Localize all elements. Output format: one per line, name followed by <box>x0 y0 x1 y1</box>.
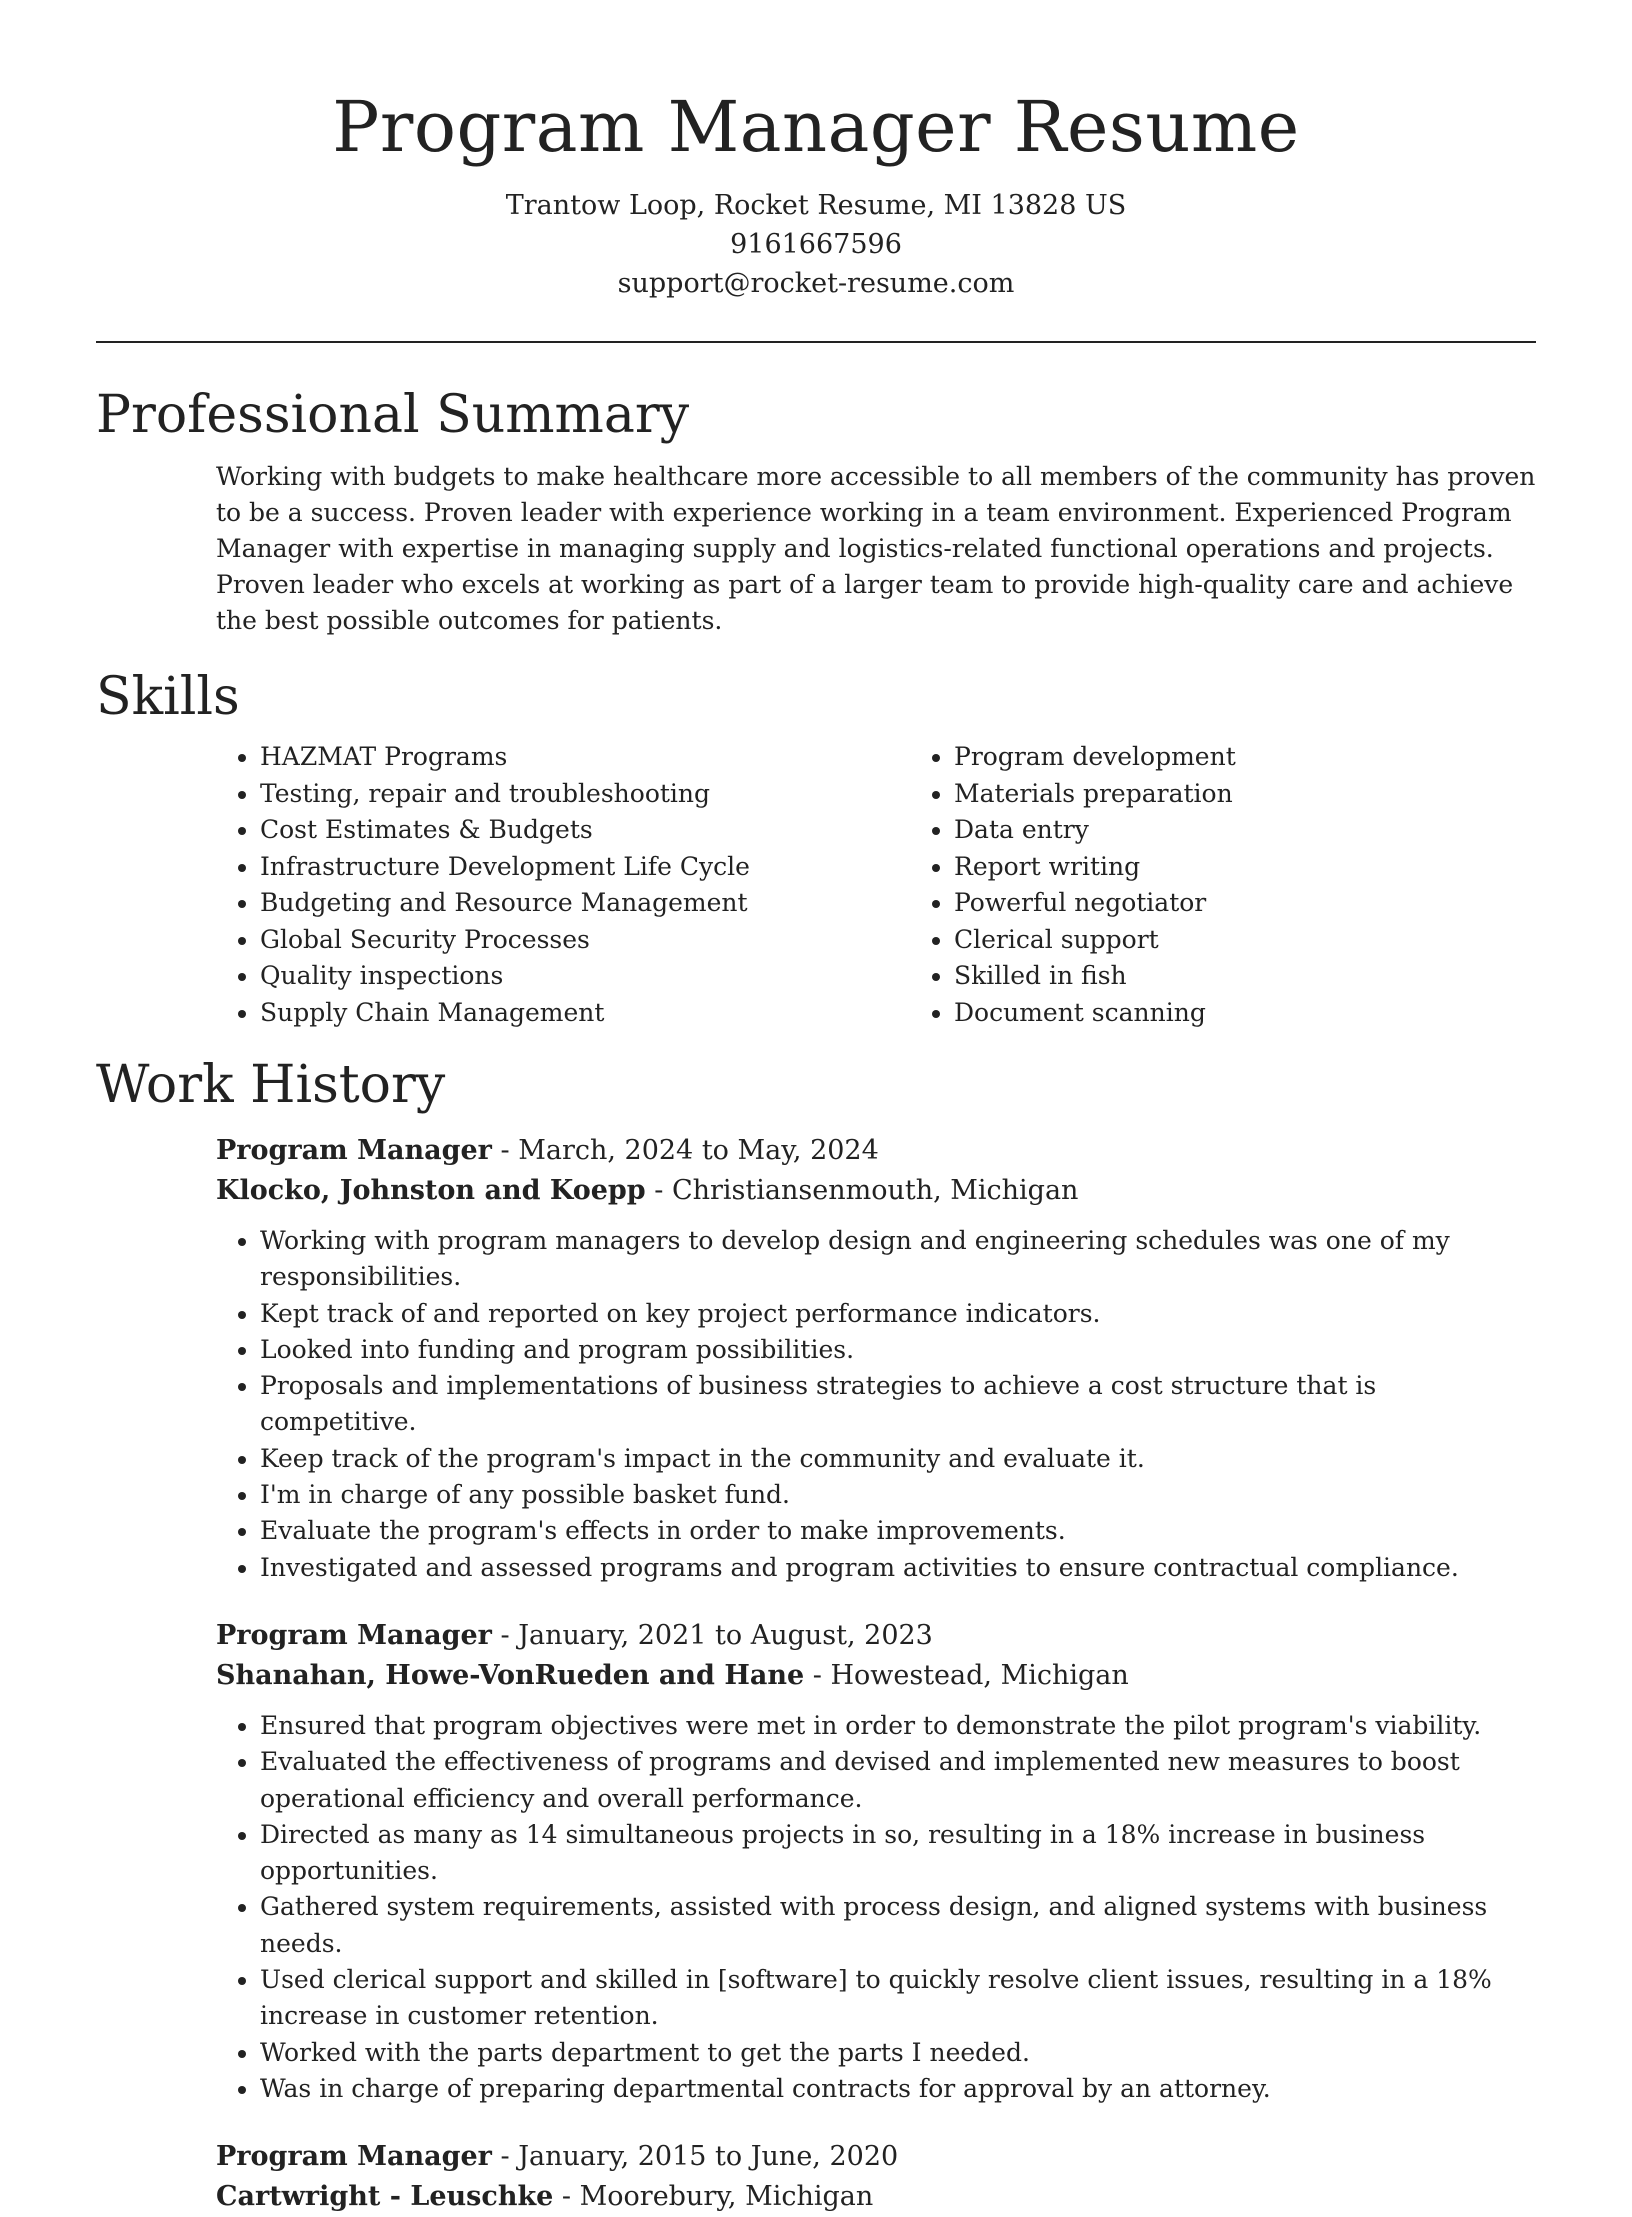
skill-item: • Clerical support <box>954 922 1604 959</box>
job-title-line <box>216 2137 1536 2177</box>
skill-item: • Supply Chain Management <box>260 995 910 1032</box>
job-dates: - January, 2021 to August, 2023 <box>491 1619 933 1651</box>
job-company: Cartwright - Leuschke <box>216 2181 554 2213</box>
job-location: - Christiansenmouth, Michigan <box>645 1175 1079 1206</box>
responsibility-item: • Kept track of and reported on key project performance indicators. <box>260 1296 1536 1332</box>
skills-column-right <box>910 739 1604 1031</box>
job-dates: - March, 2024 to May, 2024 <box>491 1135 879 1166</box>
responsibility-item: • Investigated and assessed programs and program activities to ensure contractual compliance. <box>260 1550 1536 1586</box>
responsibility-item: • Used clerical support and skilled in [software] to quickly resolve client issues, resulting in a 18% increase in customer retention. <box>260 1962 1536 2035</box>
job-company-line <box>216 1656 1536 1696</box>
responsibility-item: • Evaluate the program's effects in order to make improvements. <box>260 1513 1536 1549</box>
summary-heading: Professional Summary <box>96 385 690 445</box>
contact-phone: 9161667596 <box>730 229 902 260</box>
responsibility-item: • Ensured that program objectives were met in order to demonstrate the pilot program's viability. <box>260 1708 1536 1744</box>
skill-item: • Quality inspections <box>260 958 910 995</box>
job-responsibilities <box>216 1708 1536 2107</box>
contact-address: Trantow Loop, Rocket Resume, MI 13828 US <box>505 190 1127 221</box>
work-history-heading: Work History <box>96 1055 446 1115</box>
job-responsibilities <box>216 1223 1536 1586</box>
skill-item: • Report writing <box>954 849 1604 886</box>
summary-text: Working with budgets to make healthcare more accessible to all members of the community has proven to be a success. Proven leader with experience working in a team environment. Experienced Program Manager with expertise in managing supply and logistics-related functional operations and projects. Proven leader who excels at working as part of a larger team to provide high-quality care and achieve the best possible outcomes for patients. <box>216 462 1536 635</box>
job-title: Program Manager <box>216 2141 492 2173</box>
skill-item: • Data entry <box>954 812 1604 849</box>
skill-item: • Program development <box>954 739 1604 776</box>
header-divider <box>96 341 1536 343</box>
skill-item: • Materials preparation <box>954 776 1604 813</box>
job-dates: - January, 2015 to June, 2020 <box>491 2141 899 2173</box>
job-entry <box>216 1131 1536 1586</box>
responsibility-item: • Worked with the parts department to get the parts I needed. <box>260 2035 1536 2071</box>
contact-info <box>0 186 1632 303</box>
skills-list <box>216 739 1632 1031</box>
responsibility-item: • Evaluated the effectiveness of programs and devised and implemented new measures to boost operational efficiency and overall performance. <box>260 1744 1536 1817</box>
job-company: Shanahan, Howe-VonRueden and Hane <box>216 1659 805 1691</box>
job-entry <box>216 1616 1536 2107</box>
responsibility-item: • Gathered system requirements, assisted with process design, and aligned systems with business needs. <box>260 1889 1536 1962</box>
job-company-line <box>216 1171 1536 1211</box>
responsibility-item: • Working with program managers to develop design and engineering schedules was one of my responsibilities. <box>260 1223 1536 1296</box>
job-title-line <box>216 1616 1536 1656</box>
skill-item: • HAZMAT Programs <box>260 739 910 776</box>
skill-item: • Document scanning <box>954 995 1604 1032</box>
skill-item: • Infrastructure Development Life Cycle <box>260 849 910 886</box>
skill-item: • Budgeting and Resource Management <box>260 885 910 922</box>
job-title: Program Manager <box>216 1135 492 1166</box>
skill-item: • Skilled in fish <box>954 958 1604 995</box>
responsibility-item: • Looked into funding and program possibilities. <box>260 1332 1536 1368</box>
skill-item: • Global Security Processes <box>260 922 910 959</box>
resume-header <box>0 0 1632 303</box>
responsibility-item: • I'm in charge of any possible basket fund. <box>260 1477 1536 1513</box>
responsibility-item: • Proposals and implementations of business strategies to achieve a cost structure that is competitive. <box>260 1368 1536 1441</box>
skill-item: • Testing, repair and troubleshooting <box>260 776 910 813</box>
job-title: Program Manager <box>216 1619 492 1651</box>
responsibility-item: • Keep track of the program's impact in the community and evaluate it. <box>260 1441 1536 1477</box>
page-title: Program Manager Resume <box>332 86 1300 168</box>
contact-email: support@rocket-resume.com <box>617 268 1015 299</box>
responsibility-item: • Was in charge of preparing departmental contracts for approval by an attorney. <box>260 2071 1536 2107</box>
job-location: - Howestead, Michigan <box>804 1659 1129 1691</box>
job-company-line <box>216 2177 1536 2217</box>
job-location: - Moorebury, Michigan <box>553 2181 874 2213</box>
skills-heading: Skills <box>96 667 240 727</box>
job-company: Klocko, Johnston and Koepp <box>216 1175 646 1206</box>
skill-item: • Powerful negotiator <box>954 885 1604 922</box>
job-entry <box>216 2137 1536 2217</box>
skill-item: • Cost Estimates & Budgets <box>260 812 910 849</box>
job-title-line <box>216 1131 1536 1171</box>
responsibility-item: • Directed as many as 14 simultaneous projects in so, resulting in a 18% increase in business opportunities. <box>260 1817 1536 1890</box>
skills-column-left <box>216 739 910 1031</box>
